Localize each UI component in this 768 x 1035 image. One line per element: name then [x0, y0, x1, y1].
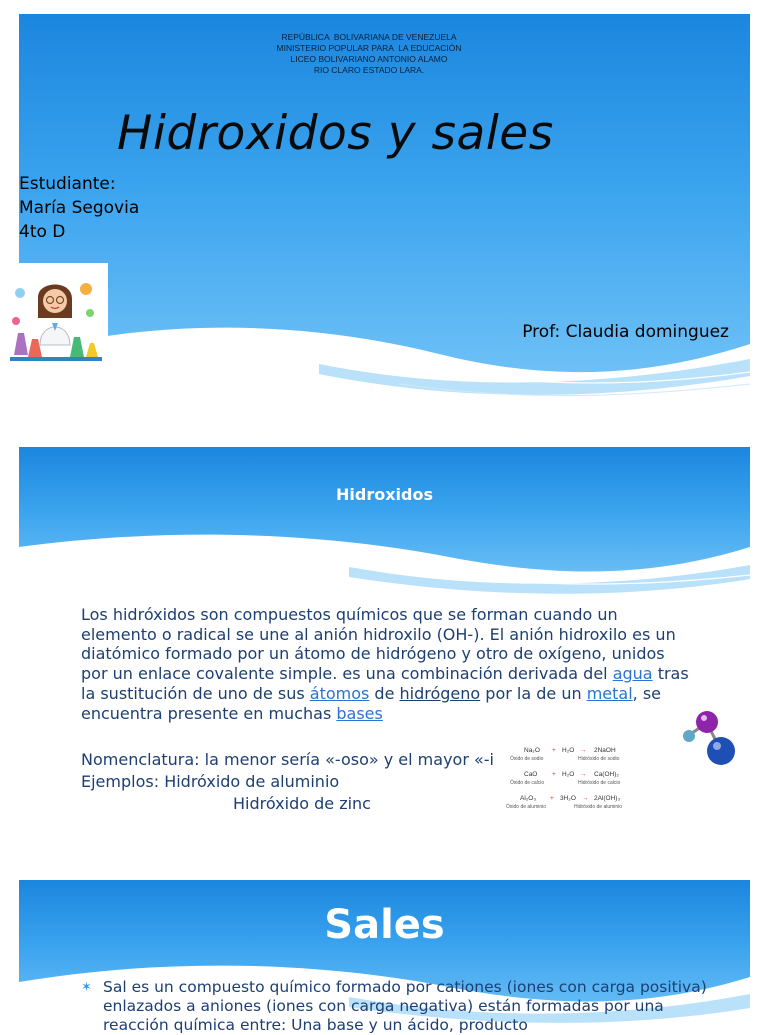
- plus-sign: +: [552, 771, 556, 778]
- link-agua[interactable]: agua: [612, 664, 653, 684]
- equation-row: [504, 795, 639, 819]
- product-name: Hidróxido de sodio: [578, 756, 620, 762]
- definition-paragraph: [81, 605, 693, 723]
- arrow-icon: →: [580, 747, 587, 754]
- reactant: Na₂O: [524, 747, 540, 754]
- nomenclature-text: Nomenclatura: la menor sería «-oso» y el mayor «-i: [81, 750, 494, 769]
- plus-sign: +: [550, 795, 554, 802]
- reactant: Al₂O₃: [520, 795, 537, 802]
- reactant: H₂O: [562, 771, 575, 778]
- slide-title: Sales: [324, 902, 445, 948]
- slide-title: Hidroxidos: [336, 485, 433, 504]
- school-header: [19, 32, 719, 76]
- student-info: [19, 172, 139, 244]
- reactant-name: Óxido de aluminio: [506, 804, 547, 810]
- header-line: REPÚBLICA BOLIVARIANA DE VENEZUELA: [281, 32, 457, 42]
- product: Ca(OH)₂: [594, 771, 619, 778]
- wave-decoration: [19, 527, 750, 597]
- paragraph-text: tras la sustitución de uno de sus: [81, 664, 689, 703]
- student-name: María Segovia: [19, 198, 140, 218]
- paragraph-text: Los hidróxidos son compuestos químicos que se forman cuando un elemento o radical se une al anión hidroxilo (OH-). El anión hidroxilo es un diatómico formado por un átomo de hidrógeno y otro de oxígeno, unidos por un enlace covalente simple. es una combinación derivada del: [81, 605, 676, 684]
- nomenclature-block: [81, 749, 494, 815]
- reactant-name: Óxido de sodio: [510, 756, 544, 762]
- reactant-name: Óxido de calcio: [510, 780, 545, 786]
- reactant: H₂O: [562, 747, 575, 754]
- link-bases[interactable]: bases: [336, 703, 383, 723]
- header-line: LICEO BOLIVARIANO ANTONIO ALAMO: [290, 54, 448, 64]
- link-metal[interactable]: metal: [586, 683, 633, 703]
- molecule-icon: [679, 703, 749, 773]
- equations-image: [504, 747, 639, 825]
- presentation-title: Hidroxidos y sales: [117, 106, 554, 161]
- plus-sign: +: [552, 747, 556, 754]
- paragraph-text: de: [369, 683, 400, 703]
- paragraph-text: , se encuentra presente en muchas: [81, 683, 661, 723]
- title-slide: [19, 14, 750, 390]
- equation-row: [504, 771, 639, 795]
- arrow-icon: →: [582, 795, 589, 802]
- reactant: 3H₂O: [560, 795, 576, 802]
- bullet-text: Sal es un compuesto químico formado por cationes (iones con carga positiva) enlazados a aniones (iones con carga negativa) están formadas por una reacción química entre: Una base y un ácido, producto: [103, 978, 707, 1034]
- hidroxidos-slide: [19, 447, 750, 831]
- student-label: Estudiante:: [19, 174, 116, 194]
- paragraph-text: por la de un: [480, 683, 587, 703]
- scientist-illustration: [0, 263, 108, 363]
- example-zinc: Hidróxido de zinc: [233, 794, 371, 813]
- link-hidrogeno[interactable]: hidrógeno: [399, 683, 481, 703]
- link-atomos[interactable]: átomos: [309, 683, 370, 703]
- bullet-icon: ✶: [81, 980, 92, 995]
- product-name: Hidróxido de calcio: [578, 780, 621, 786]
- sales-slide: [19, 880, 750, 1034]
- examples-text: Ejemplos: Hidróxido de aluminio: [81, 772, 340, 791]
- product: 2NaOH: [594, 747, 616, 754]
- professor-name: Prof: Claudia dominguez: [522, 322, 729, 342]
- header-line: MINISTERIO POPULAR PARA LA EDUCACIÓN: [276, 43, 462, 53]
- student-grade: 4to D: [19, 222, 66, 242]
- equation-row: [504, 747, 639, 771]
- reactant: CaO: [524, 771, 538, 778]
- product: 2Al(OH)₃: [594, 795, 621, 802]
- product-name: Hidróxido de aluminio: [574, 804, 623, 810]
- arrow-icon: →: [580, 771, 587, 778]
- header-line: RIO CLARO ESTADO LARA.: [313, 65, 425, 75]
- bullet-item: [81, 978, 711, 1035]
